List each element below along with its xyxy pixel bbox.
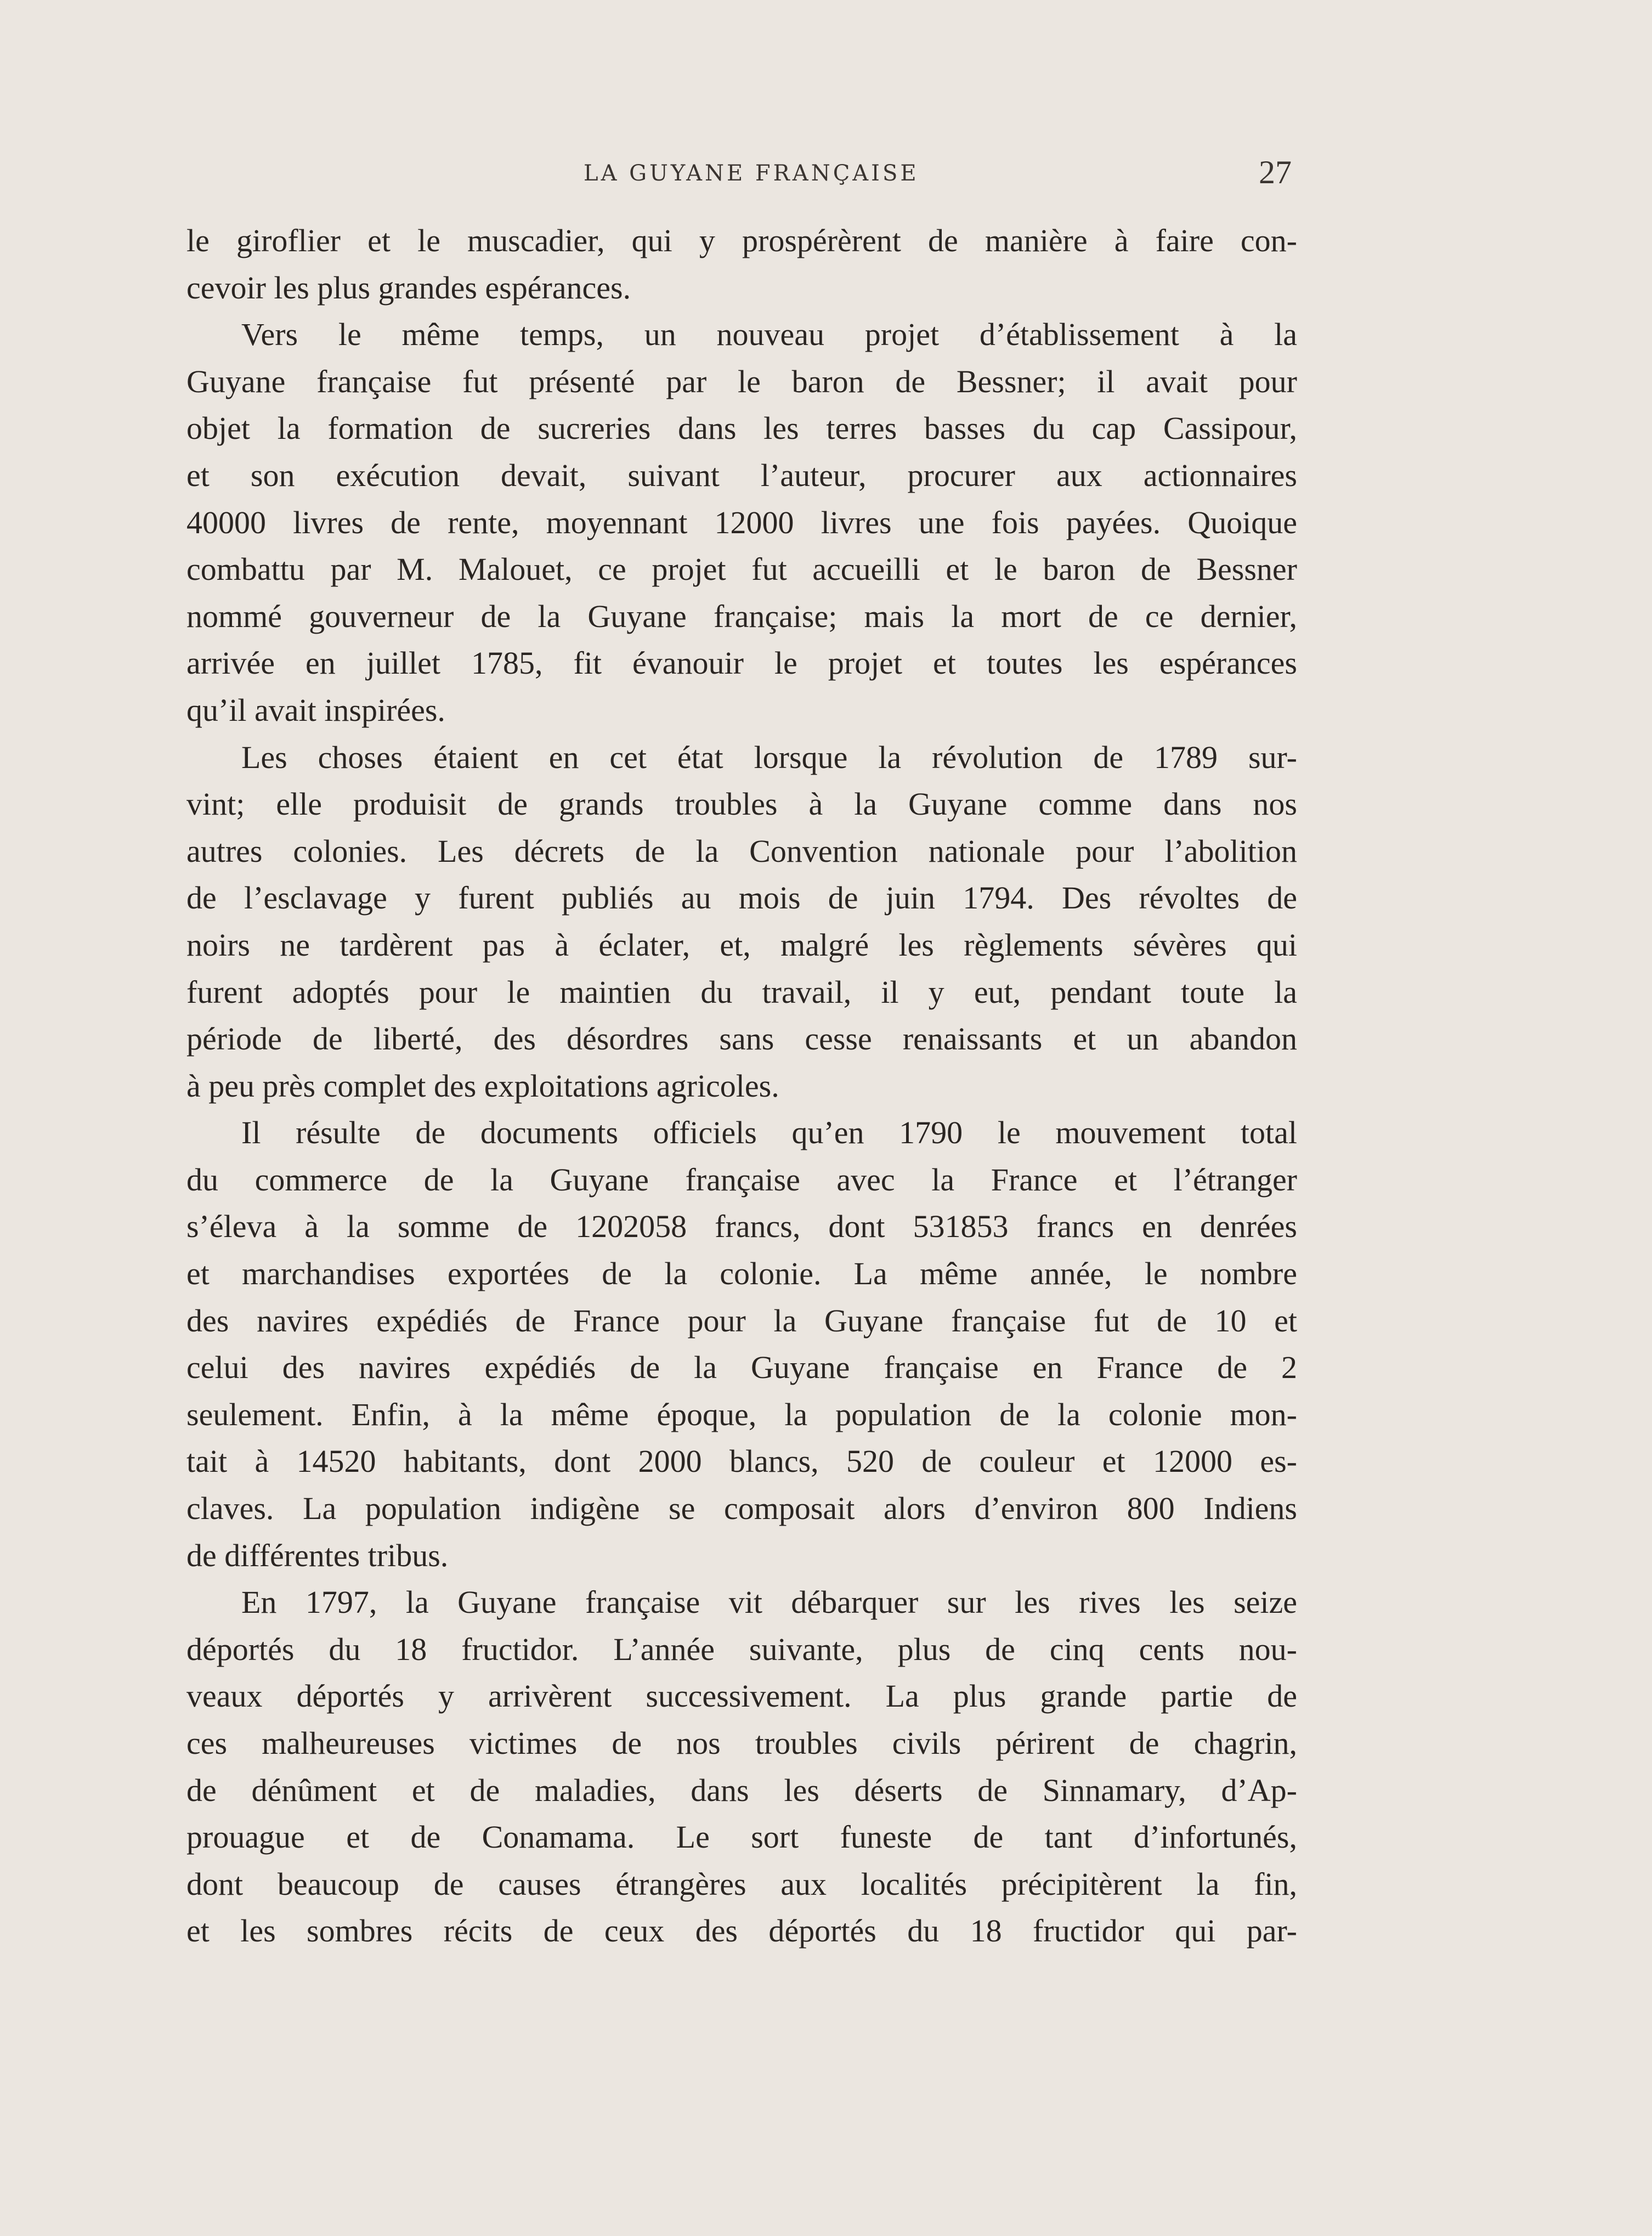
text-line: prouague et de Conamama. Le sort funeste de tant d’infortunés,: [186, 1819, 1297, 1855]
text-line: et les sombres récits de ceux des déportés du 18 fructidor qui par-: [186, 1913, 1297, 1949]
text-line: de différentes tribus.: [186, 1537, 449, 1573]
text-line: En 1797, la Guyane française vit débarquer sur les rives les seize: [241, 1584, 1297, 1620]
text-line: Les choses étaient en cet état lorsque la révolution de 1789 sur-: [241, 739, 1297, 775]
text-line: 40000 livres de rente, moyennant 12000 livres une fois payées. Quoique: [186, 504, 1297, 540]
text-line: objet la formation de sucreries dans les terres basses du cap Cassipour,: [186, 410, 1297, 447]
text-line: furent adoptés pour le maintien du travail, il y eut, pendant toute la: [186, 974, 1297, 1010]
text-line: et marchandises exportées de la colonie. La même année, le nombre: [186, 1256, 1297, 1292]
running-head: LA GUYANE FRANÇAISE: [584, 161, 919, 186]
text-line: dont beaucoup de causes étrangères aux localités précipitèrent la fin,: [186, 1866, 1297, 1902]
text-line: noirs ne tardèrent pas à éclater, et, malgré les règlements sévères qui: [186, 927, 1297, 963]
text-line: autres colonies. Les décrets de la Convention nationale pour l’abolition: [186, 833, 1297, 869]
text-line: claves. La population indigène se composait alors d’environ 800 Indiens: [186, 1490, 1297, 1527]
text-line: à peu près complet des exploitations agricoles.: [186, 1068, 779, 1104]
text-line: période de liberté, des désordres sans cesse renaissants et un abandon: [186, 1021, 1297, 1057]
text-line: s’éleva à la somme de 1202058 francs, dont 531853 francs en denrées: [186, 1209, 1297, 1245]
text-line: le giroflier et le muscadier, qui y prospérèrent de manière à faire con-: [186, 223, 1297, 258]
text-line: Il résulte de documents officiels qu’en 1790 le mouvement total: [241, 1115, 1297, 1151]
text-line: des navires expédiés de France pour la Guyane française fut de 10 et: [186, 1302, 1297, 1339]
text-line: qu’il avait inspirées.: [186, 692, 445, 728]
page-number: 27: [1259, 154, 1292, 190]
text-line: de dénûment et de maladies, dans les déserts de Sinnamary, d’Ap-: [186, 1772, 1297, 1808]
text-line: Guyane française fut présenté par le baron de Bessner; il avait pour: [186, 363, 1297, 399]
text-line: tait à 14520 habitants, dont 2000 blancs, 520 de couleur et 12000 es-: [186, 1443, 1297, 1480]
text-line: Vers le même temps, un nouveau projet d’établissement à la: [241, 317, 1297, 353]
body-text: [186, 217, 1297, 1955]
text-line: et son exécution devait, suivant l’auteur, procurer aux actionnaires: [186, 457, 1297, 493]
text-line: nommé gouverneur de la Guyane française; mais la mort de ce dernier,: [186, 598, 1297, 634]
text-line: combattu par M. Malouet, ce projet fut accueilli et le baron de Bessner: [186, 551, 1297, 588]
text-line: cevoir les plus grandes espérances.: [186, 269, 631, 306]
text-line: vint; elle produisit de grands troubles à la Guyane comme dans nos: [186, 786, 1297, 822]
text-line: veaux déportés y arrivèrent successivement. La plus grande partie de: [186, 1678, 1297, 1714]
text-line: seulement. Enfin, à la même époque, la population de la colonie mon-: [186, 1396, 1297, 1432]
text-line: celui des navires expédiés de la Guyane française en France de 2: [186, 1349, 1297, 1386]
text-line: arrivée en juillet 1785, fit évanouir le projet et toutes les espérances: [186, 645, 1297, 681]
text-line: de l’esclavage y furent publiés au mois de juin 1794. Des révoltes de: [186, 880, 1297, 916]
text-line: du commerce de la Guyane française avec la France et l’étranger: [186, 1161, 1297, 1198]
text-line: ces malheureuses victimes de nos troubles civils périrent de chagrin,: [186, 1725, 1297, 1761]
text-line: déportés du 18 fructidor. L’année suivante, plus de cinq cents nou-: [186, 1631, 1297, 1667]
